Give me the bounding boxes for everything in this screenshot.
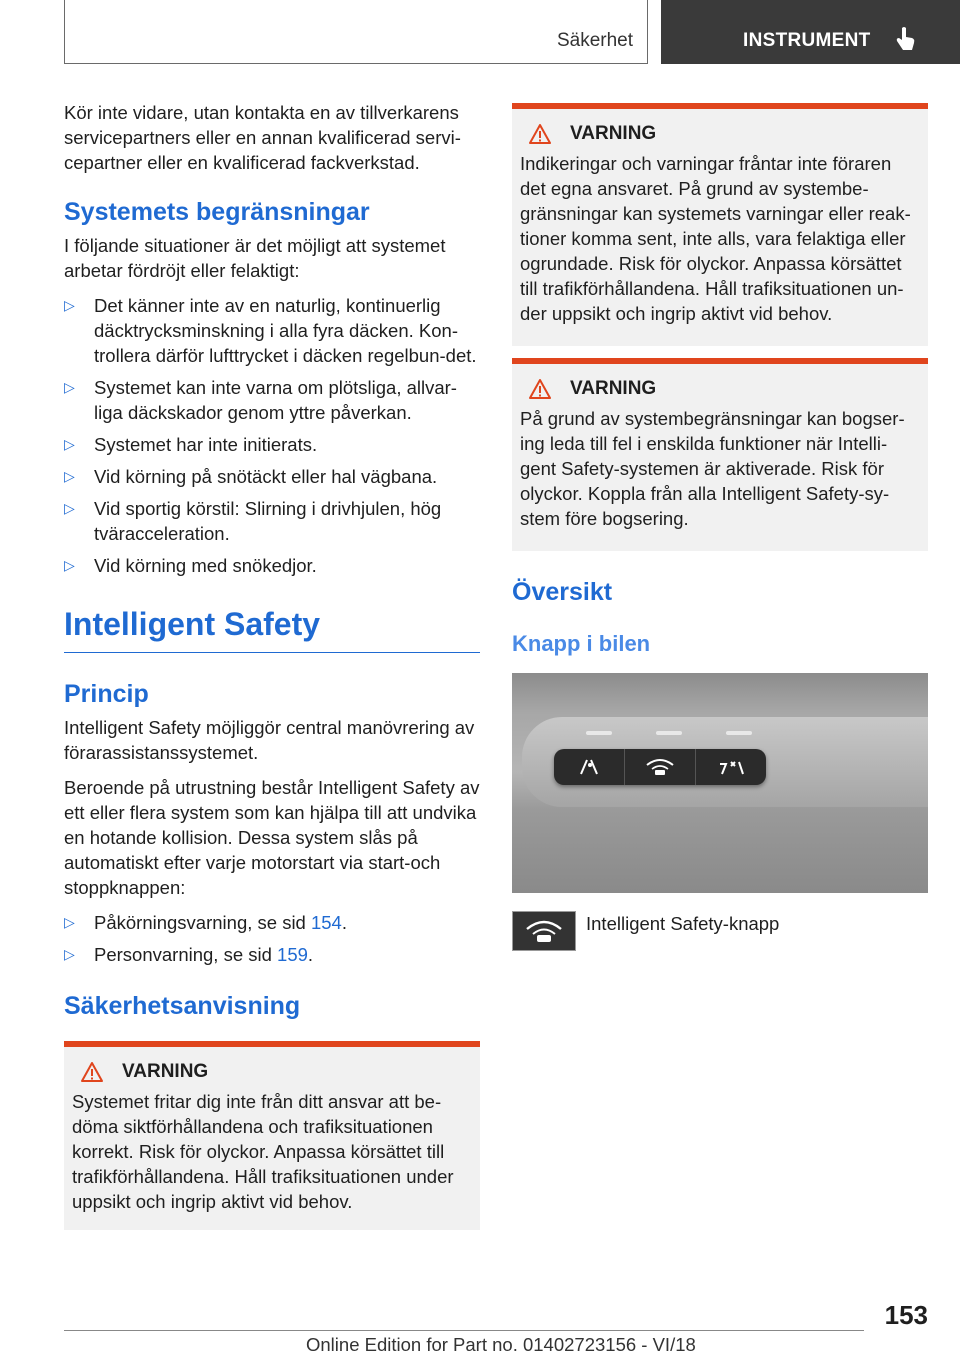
warning-title: VARNING — [570, 123, 657, 144]
intelligent-safety-button-icon — [512, 911, 576, 951]
list-item: ▷ Systemet kan inte varna om plötsliga, allvar-liga däckskador genom yttre påverkan. — [64, 377, 457, 423]
triangle-bullet-icon: ▷ — [64, 379, 75, 395]
warning-body: Indikeringar och varningar fråntar inte föraren det egna ansvaret. På grund av systembe-gränsningar kan systemets varningar eller reak-tioner komma sent, inte alls, vara felaktiga eller ogrundade. Risk för olyckor. Anpassa körsättet till trafikförhållandena. Håll trafiksituationen un-der uppsikt och ingrip aktivt vid behov. — [520, 153, 911, 324]
list-item: ▷ Vid sportig körstil: Slirning i drivhjulen, hög tväracceleration. — [64, 498, 442, 544]
list-item: ▷ Påkörningsvarning, se sid 154. — [64, 912, 347, 933]
legend-row — [512, 911, 928, 951]
triangle-bullet-icon: ▷ — [64, 468, 75, 484]
list-item: ▷ Det känner inte av en naturlig, kontinuerlig däcktrycksminskning i alla fyra däcken. Kon-trollera därför lufttrycket i däcken regelbun-det. — [64, 295, 477, 366]
hand-pointer-icon — [895, 26, 917, 52]
warning-title: VARNING — [570, 378, 657, 399]
list-item: ▷ Vid körning på snötäckt eller hal vägbana. — [64, 466, 438, 487]
safety-heading: Säkerhetsanvisning — [64, 992, 301, 1020]
page-link-159[interactable]: 159 — [277, 944, 308, 965]
triangle-bullet-icon: ▷ — [64, 436, 75, 452]
principle-paragraph-1: Intelligent Safety möjliggör central manövrering av förarassistanssystemet. — [64, 717, 475, 763]
header-chapter-tab — [661, 0, 960, 64]
main-heading: Intelligent Safety — [64, 604, 480, 653]
list-item: ▷ Personvarning, se sid 159. — [64, 944, 314, 965]
header-chapter-label: INSTRUMENT — [743, 30, 871, 51]
footer-divider — [64, 1330, 864, 1331]
list-item: ▷ Systemet har inte initierats. — [64, 434, 318, 455]
warning-body: Systemet fritar dig inte från ditt ansvar att be-döma siktförhållandena och trafiksituationen korrekt. Risk för olyckor. Anpassa körsättet till trafikförhållandena. Håll trafiksituationen under uppsikt och ingrip aktivt vid behov. — [72, 1091, 454, 1212]
limits-heading: Systemets begränsningar — [64, 198, 370, 226]
legend-text: Intelligent Safety-knapp — [586, 913, 780, 934]
page-link-154[interactable]: 154 — [310, 912, 342, 933]
intelligent-safety-icon — [625, 749, 696, 785]
principle-heading: Princip — [64, 680, 149, 708]
header-section-tab — [64, 0, 648, 64]
triangle-bullet-icon: ▷ — [64, 914, 75, 930]
header-section-label: Säkerhet — [556, 30, 633, 51]
warning-body: På grund av systembegränsningar kan bogser-ing leda till fel i enskilda funktioner när Intelli-gent Safety-systemen är aktiverade. Risk för olyckor. Koppla från alla Intelligent Safety-sy-stem före bogsering. — [520, 408, 905, 529]
principle-paragraph-2: Beroende på utrustning består Intelligent Safety av ett eller flera system som kan hjälpa till att undvika en hotande kollision. Dessa system slås på automatiskt efter varje motorstart via start-och stoppknappen: — [64, 777, 480, 898]
left-column — [64, 100, 480, 1230]
lane-warning-icon — [696, 749, 766, 785]
warning-box — [512, 358, 928, 551]
triangle-bullet-icon: ▷ — [64, 500, 75, 516]
warning-triangle-icon — [528, 378, 552, 400]
page-number: 153 — [884, 1300, 928, 1330]
triangle-bullet-icon: ▷ — [64, 557, 75, 573]
footer-edition: Online Edition for Part no. 01402723156 - VI/18 — [306, 1334, 696, 1355]
triangle-bullet-icon: ▷ — [64, 297, 75, 313]
right-column — [512, 103, 928, 951]
warning-title: VARNING — [122, 1061, 209, 1082]
warning-box — [512, 103, 928, 346]
intro-paragraph: Kör inte vidare, utan kontakta en av tillverkarens servicepartners eller en annan kvalificerad servi-cepartner eller en kvalificerad fackverkstad. — [64, 102, 461, 173]
car-button-photo — [512, 673, 928, 893]
principle-list — [64, 910, 480, 967]
list-item: ▷ Vid körning med snökedjor. — [64, 555, 317, 576]
warning-triangle-icon — [528, 123, 552, 145]
triangle-bullet-icon: ▷ — [64, 946, 75, 962]
limits-intro: I följande situationer är det möjligt att systemet arbetar fördröjt eller felaktigt: — [64, 235, 446, 281]
limits-list — [64, 293, 480, 578]
button-heading: Knapp i bilen — [512, 631, 651, 656]
overview-heading: Översikt — [512, 578, 613, 606]
warning-box — [64, 1041, 480, 1230]
warning-triangle-icon — [80, 1061, 104, 1083]
pedestrian-warning-icon — [554, 749, 625, 785]
